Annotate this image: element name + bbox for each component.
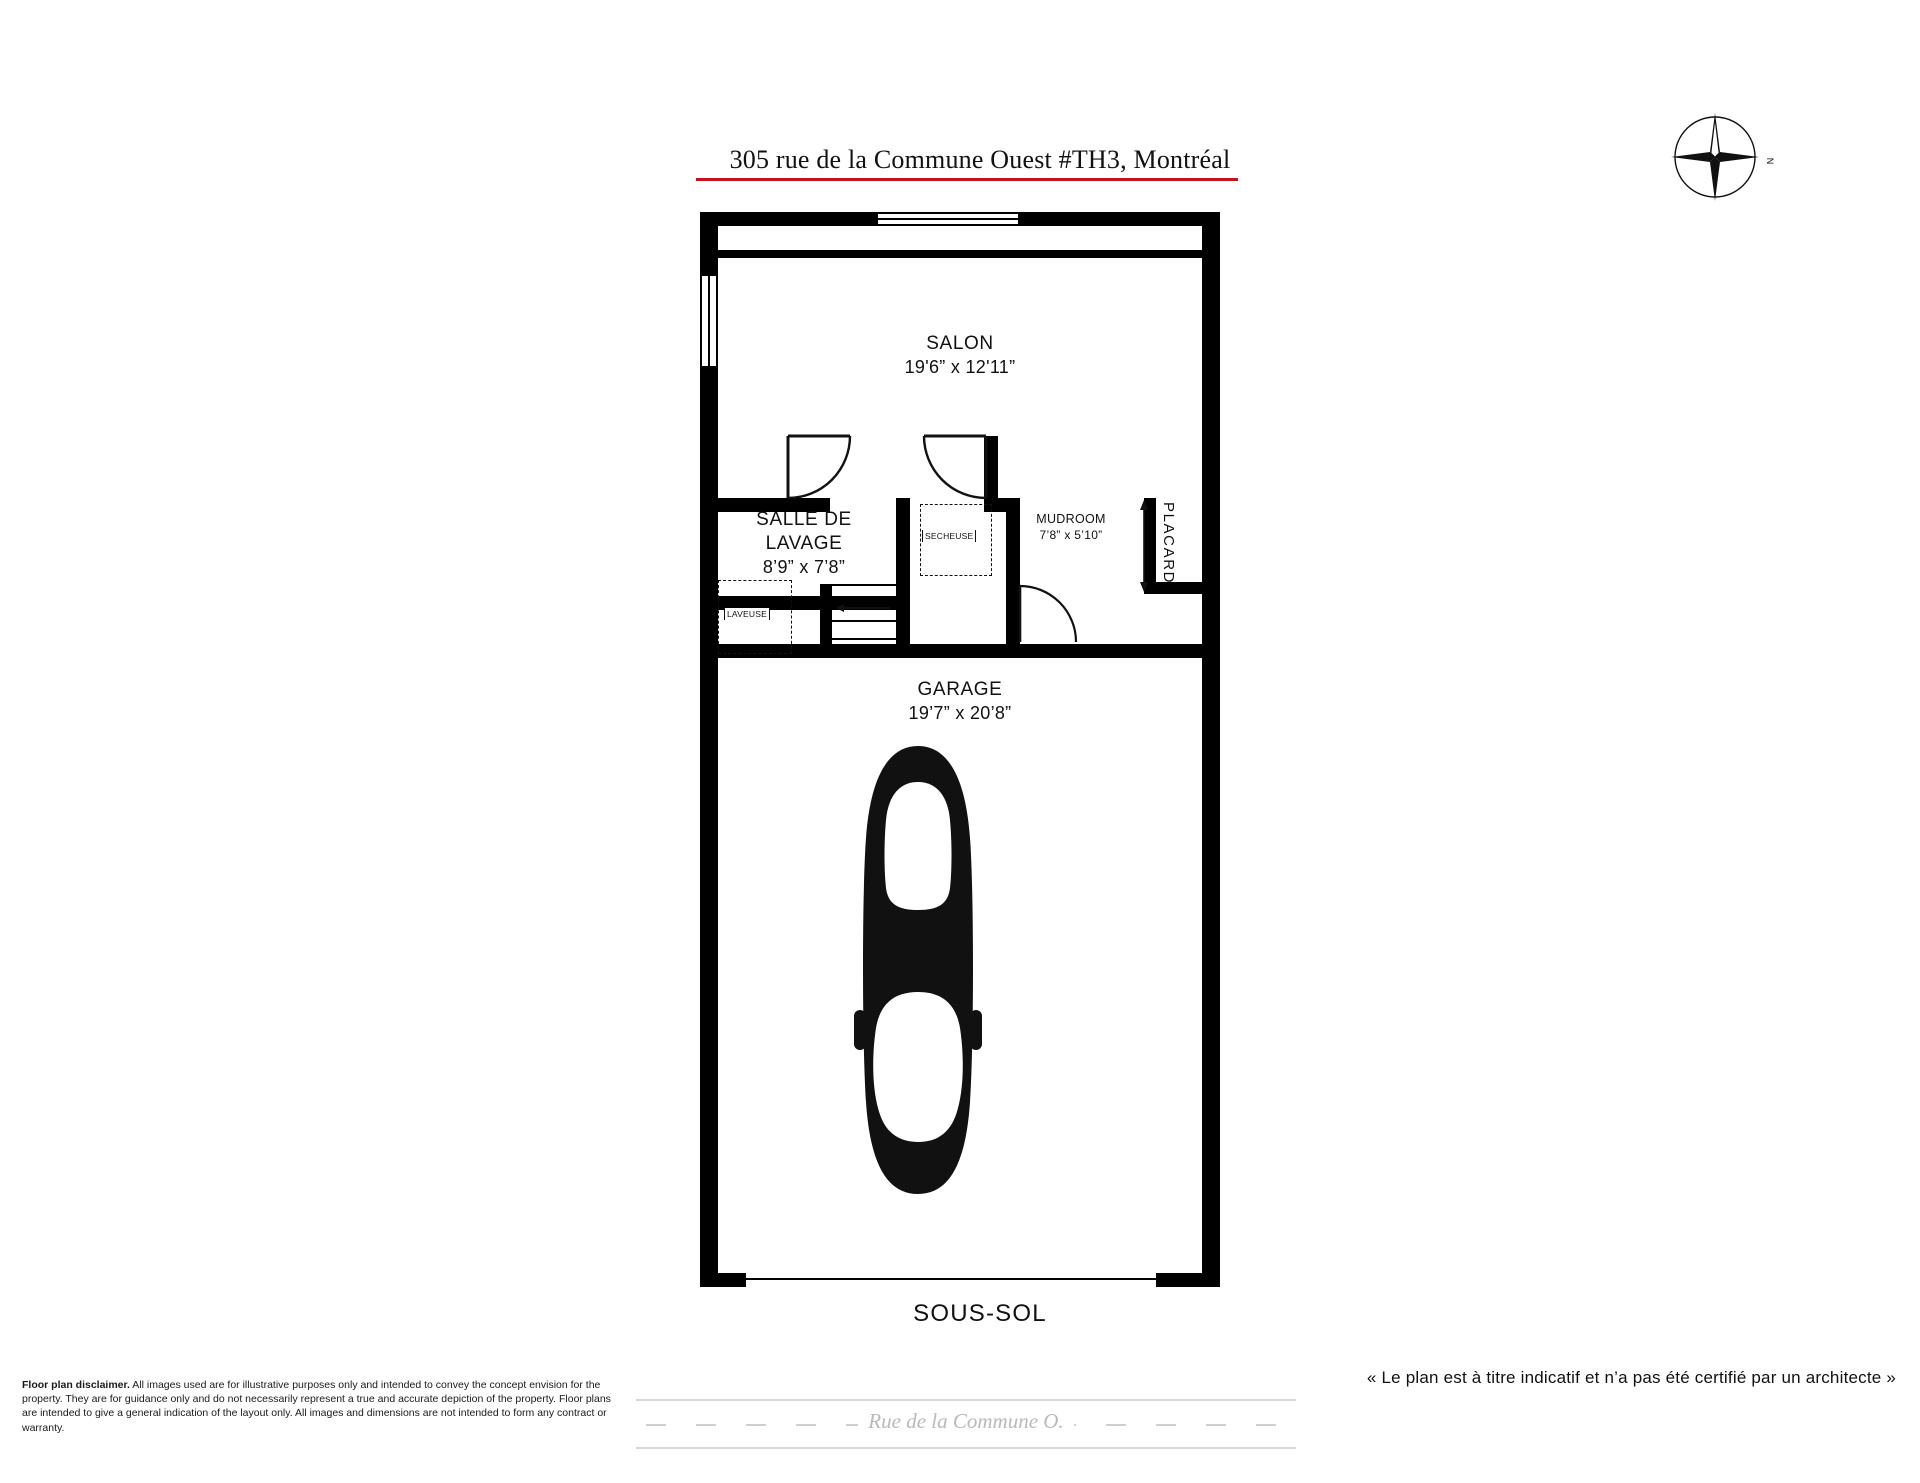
placard-opening-arrows xyxy=(1136,500,1152,592)
mudroom-name: MUDROOM xyxy=(1036,512,1106,526)
salon-name: SALON xyxy=(926,333,994,354)
lavage-name-line1: SALLE DE xyxy=(756,509,852,530)
room-label-garage xyxy=(820,678,1100,724)
wall-right xyxy=(1202,212,1220,1287)
window-left-line2 xyxy=(708,276,710,366)
page-title xyxy=(640,145,1320,181)
window-top-line2 xyxy=(878,218,1018,220)
room-label-mudroom xyxy=(1006,512,1136,543)
street-band xyxy=(636,1395,1296,1455)
floor-caption: SOUS-SOL xyxy=(913,1300,1047,1327)
street-name-text: Rue de la Commune O. xyxy=(858,1409,1073,1433)
window-top-line3 xyxy=(878,224,1018,226)
wall-stair-left xyxy=(820,584,832,658)
garage-dimensions: 19’7” x 20’8” xyxy=(908,702,1012,723)
salon-dimensions: 19'6” x 12'11” xyxy=(904,356,1016,377)
garage-door-opening xyxy=(746,1273,1156,1287)
dryer-label: SECHEUSE xyxy=(922,530,976,542)
stairs-icon xyxy=(832,584,896,658)
street-name xyxy=(636,1409,1296,1434)
wall-salon-top-inner xyxy=(718,250,1202,258)
room-label-salle-de-lavage xyxy=(704,508,904,578)
window-left-line3 xyxy=(716,276,718,366)
disclaimer-text: All images used are for illustrative purposes only and intended to convey the concept envision for the property. They are for guidance only and do not necessarily represent a true and accurate depiction of the property. Floor plans are intended to give a general indication of the layout only. All images and dimensions are not intended to form any contract or warranty. xyxy=(22,1379,611,1434)
window-top-line1 xyxy=(878,212,1018,214)
car-icon xyxy=(838,742,998,1207)
window-left-line1 xyxy=(700,276,702,366)
door-laundry xyxy=(786,434,862,504)
washer-label: LAVEUSE xyxy=(724,608,770,620)
property-address: 305 rue de la Commune Ouest #TH3, Montréal xyxy=(729,145,1231,174)
architect-note: « Le plan est à titre indicatif et n’a pas été certifié par un architecte » xyxy=(1366,1368,1896,1387)
title-underline xyxy=(696,178,1238,181)
lavage-dimensions: 8’9” x 7’8” xyxy=(762,556,846,577)
floor-plan-disclaimer xyxy=(22,1378,622,1435)
wall-stair-right xyxy=(896,584,910,658)
placard-label: PLACARD xyxy=(1160,502,1177,585)
svg-text:N: N xyxy=(1765,157,1775,165)
door-mudroom xyxy=(1018,584,1084,646)
garage-name: GARAGE xyxy=(917,679,1003,700)
lavage-name-line2: LAVAGE xyxy=(765,532,843,554)
compass-rose-icon xyxy=(1660,105,1780,210)
door-hall xyxy=(912,434,990,504)
garage-door-line xyxy=(746,1278,1156,1280)
floor-plan-drawing xyxy=(700,212,1220,1287)
wall-garage-top-right xyxy=(1006,644,1202,658)
mudroom-dimensions: 7’8” x 5’10” xyxy=(1039,527,1103,542)
disclaimer-heading: Floor plan disclaimer. xyxy=(22,1379,130,1391)
room-label-salon xyxy=(820,332,1100,378)
wall-left xyxy=(700,212,718,1287)
